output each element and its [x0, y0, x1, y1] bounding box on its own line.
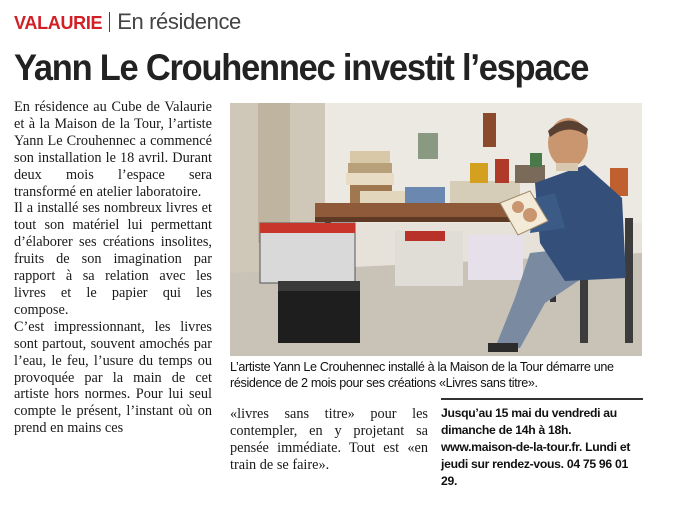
article-column-2: «livres sans titre» pour les contempler, en y projetant sa pensée immédiate. Tout est «en train de se faire». [230, 406, 428, 473]
section-label: En résidence [117, 9, 241, 34]
photo-illustration [230, 103, 642, 356]
kicker-divider [109, 12, 110, 32]
article-photo [230, 103, 642, 356]
article-column-1 [14, 99, 212, 437]
paragraph-2: Il a installé ses nombreux livres et tout son matériel lui permettant d’élaborer ses créations insolites, fruits de son imagination par rapport à sa relation avec les livres et le papier qui les compose. [14, 200, 212, 318]
info-box [441, 398, 643, 490]
location-tag: VALAURIE [14, 13, 103, 33]
paragraph-1: En résidence au Cube de Valaurie et à la Maison de la Tour, l’artiste Yann Le Crouhennec a commencé son installation le 18 avril. Durant deux mois l’espace sera transformé en atelier laboratoire. [14, 99, 212, 200]
headline: Yann Le Crouhennec investit l’espace [14, 47, 589, 88]
paragraph-3: C’est impressionnant, les livres sont partout, souvent amochés par l’eau, le feu, l’usure du temps ou provoquée par la main de cet artiste hors normes. Pour lui seul compte le présent, l’instant où on prend en mains ces [14, 318, 212, 437]
kicker [14, 9, 241, 35]
photo-caption: L’artiste Yann Le Crouhennec installé à la Maison de la Tour démarre une résidence de 2 mois pour ses créations «Livres sans titre». [230, 360, 614, 390]
info-text: Jusqu’au 15 mai du vendredi au dimanche de 14h à 18h. www.maison-de-la-tour.fr. Lundi et jeudi sur rendez-vous. 04 75 96 01 29. [441, 406, 631, 488]
